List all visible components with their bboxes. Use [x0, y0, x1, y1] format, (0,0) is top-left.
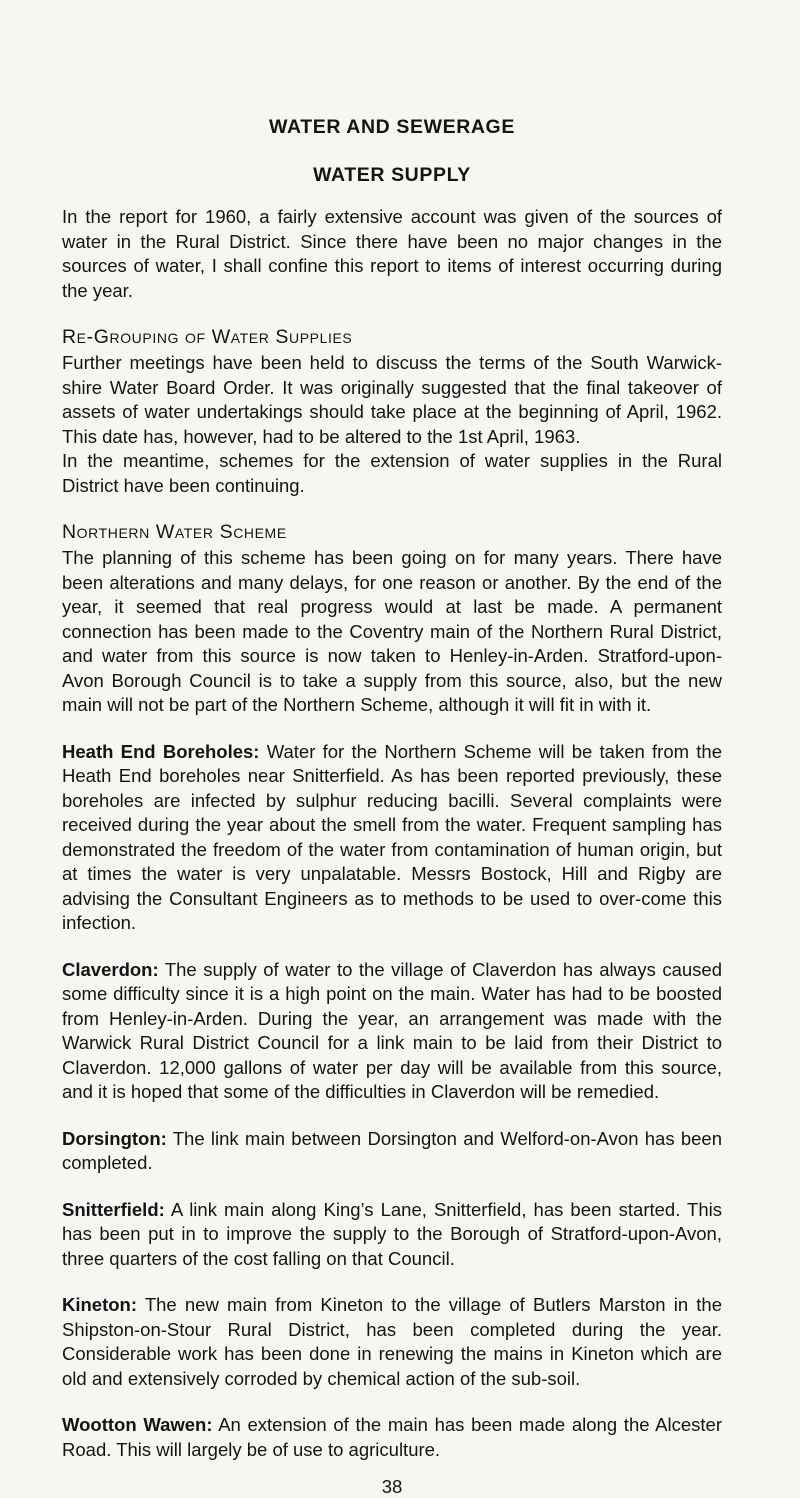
item-label: Wootton Wawen:	[62, 1414, 213, 1435]
item-text: Water for the Northern Scheme will be taken from the Heath End boreholes near Snitterfield. As has been reported previously, these boreholes are infected by sulphur reducing bacilli. Several complaints were received during the year about the smell from the water. Frequent sampling has demonstrated the freedom of the water from contamination of human origin, but at times the water is very unpalatable. Messrs Bostock, Hill and Rigby are advising the Consultant Engineers as to methods to be used to over-come this infection.	[62, 740, 722, 933]
page-content	[62, 118, 722, 1498]
intro-paragraph: In the report for 1960, a fairly extensive account was given of the sources of water in the Rural District. Since there have been no major changes in the sources of water, I shall confine this report to items of interest occurring during the year.	[62, 206, 722, 301]
regrouping-paragraph-2: In the meantime, schemes for the extension of water supplies in the Rural District have been continuing.	[62, 450, 722, 496]
item-wootton-wawen	[62, 1413, 722, 1462]
item-dorsington	[62, 1127, 722, 1176]
item-kineton	[62, 1293, 722, 1391]
item-text: The supply of water to the village of Claverdon has always caused some difficulty since it is a high point on the main. Water has had to be boosted from Henley-in-Arden. During the year, an arrangement was made with the Warwick Rural District Council for a link main to be laid from their District to Claverdon. 12,000 gallons of water per day will be available from this source, and it is hoped that some of the difficulties in Claverdon will be remedied.	[62, 958, 722, 1102]
item-text: The link main between Dorsington and Welford-on-Avon has been completed.	[62, 1127, 722, 1173]
page-number: 38	[381, 1476, 403, 1497]
item-text: An extension of the main has been made along the Alcester Road. This will largely be of use to agriculture.	[62, 1414, 723, 1460]
page-title: WATER AND SEWERAGE	[269, 116, 515, 138]
item-label: Heath End Boreholes:	[62, 740, 260, 762]
regrouping-heading: Re-Grouping of Water Supplies	[62, 326, 353, 348]
item-text: A link main along King’s Lane, Snitterfield, has been started. This has been put in to improve the supply to the Borough of Stratford-upon-Avon, three quarters of the cost falling on that Council.	[62, 1198, 723, 1269]
item-heath-end	[62, 740, 722, 936]
item-label: Snitterfield:	[62, 1198, 165, 1220]
item-text: The new main from Kineton to the village of Butlers Marston in the Shipston-on-Stour Rural District, has been completed during the year. Considerable work has been done in renewing the mains in Kineton which are old and extensively corroded by chemical action of the sub-soil.	[62, 1294, 722, 1389]
item-label: Dorsington:	[62, 1127, 167, 1149]
item-label: Claverdon:	[62, 958, 159, 980]
regrouping-paragraph-1: Further meetings have been held to discuss the terms of the South Warwick-shire Water Board Order. It was originally suggested that the final takeover of assets of water undertakings should take place at the beginning of April, 1962. This date has, however, had to be altered to the 1st April, 1963.	[62, 352, 722, 447]
northern-heading: Northern Water Scheme	[62, 521, 287, 543]
item-snitterfield	[62, 1198, 722, 1272]
northern-paragraph: The planning of this scheme has been going on for many years. There have been alterations and many delays, for one reason or another. By the end of the year, it seemed that real progress would at last be made. A permanent connection has been made to the Coventry main of the Northern Rural District, and water from this source is now taken to Henley-in-Arden. Stratford-upon-Avon Borough Council is to take a supply from this source, also, but the new main will not be part of the Northern Scheme, although it will fit in with it.	[62, 547, 722, 715]
section-title: WATER SUPPLY	[313, 163, 471, 186]
item-label: Kineton:	[62, 1294, 138, 1315]
item-claverdon	[62, 958, 722, 1105]
